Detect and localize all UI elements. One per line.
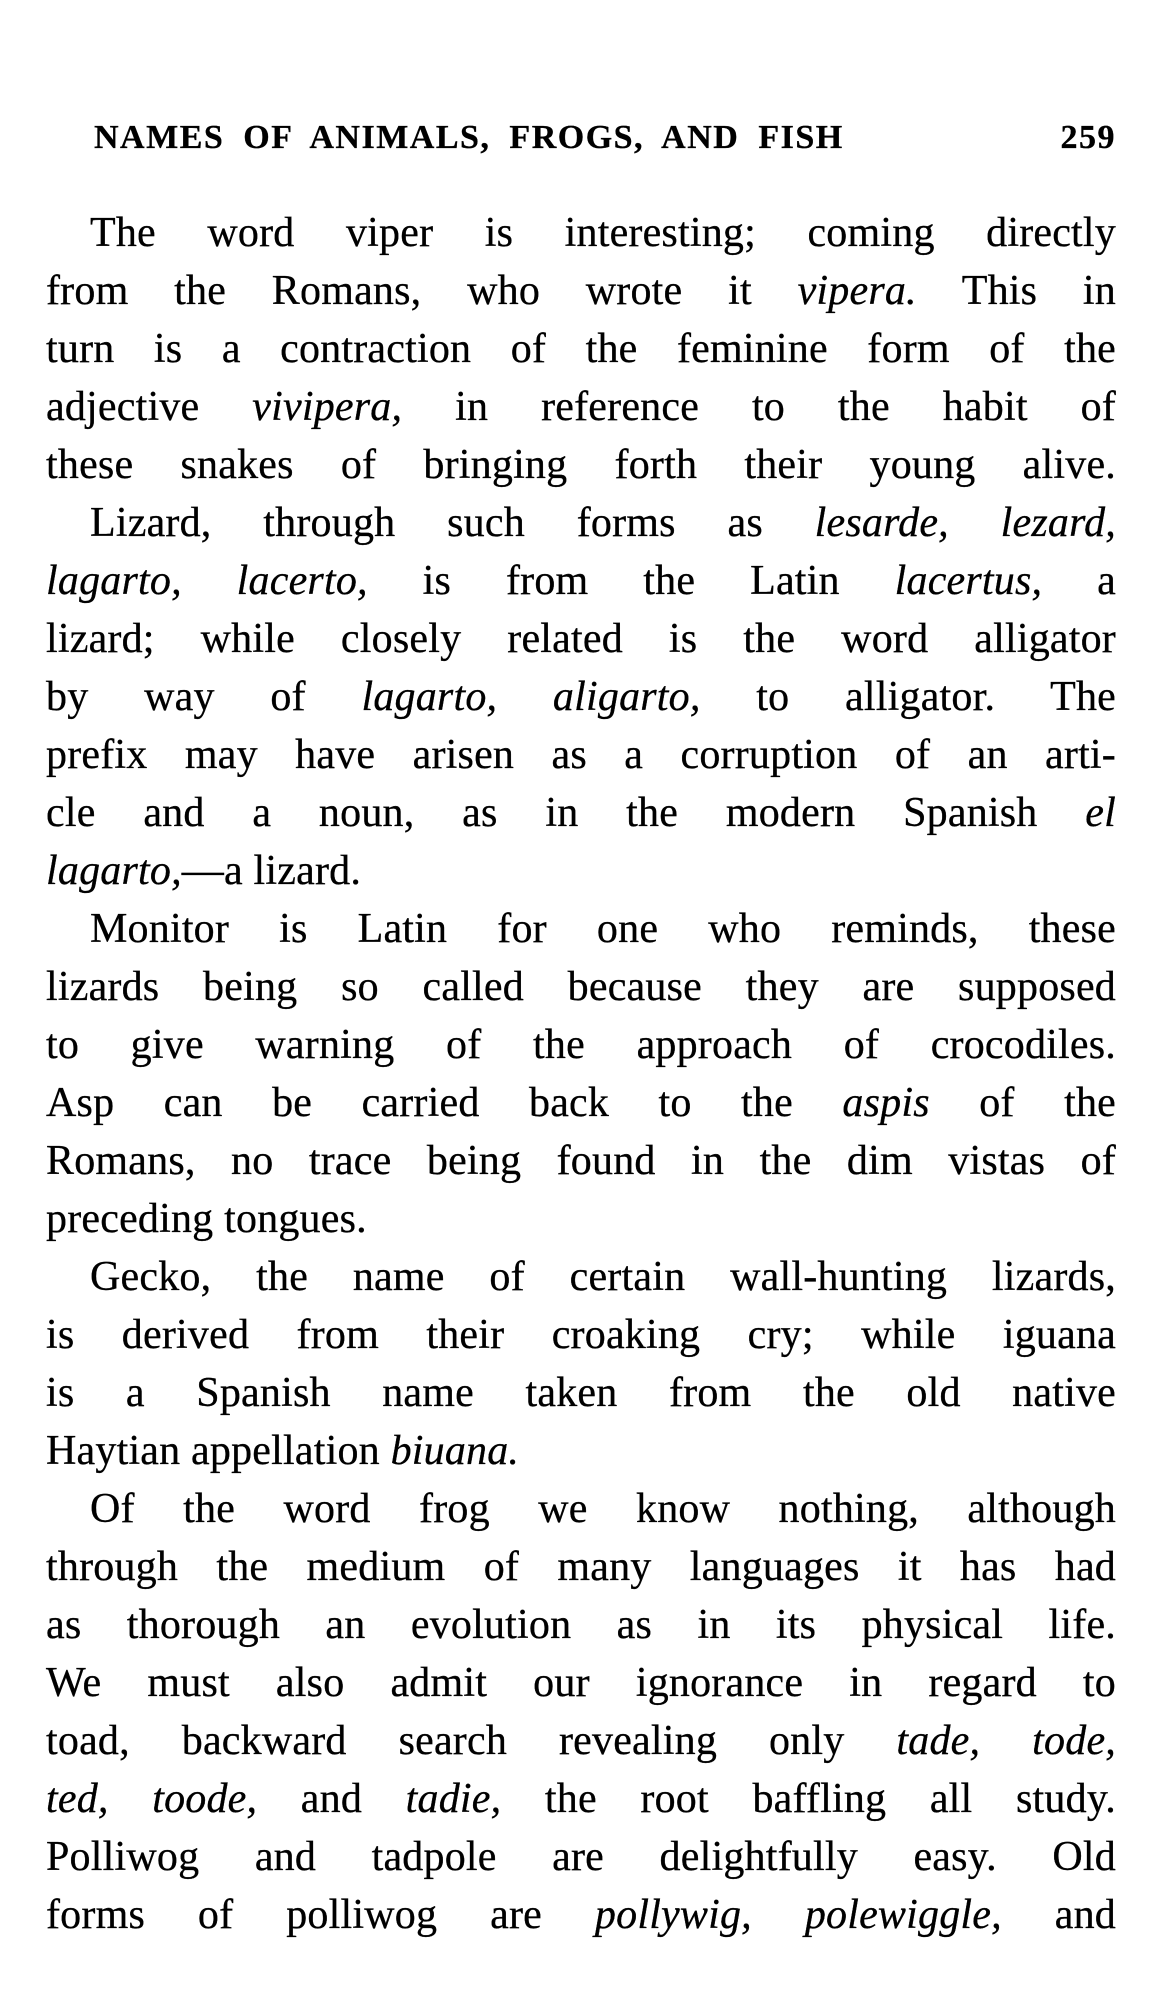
text-run: to alligator. The [700, 674, 1117, 720]
text-line [46, 552, 1116, 610]
text-run: of the [929, 1080, 1116, 1126]
text-run: through the medium of many languages it has had [46, 1544, 1116, 1590]
text-run: by way of [46, 674, 362, 720]
italic-term: lesarde, lezard, [814, 500, 1116, 546]
text-line [46, 1422, 1116, 1480]
italic-term: ted, toode, [46, 1776, 258, 1822]
text-run: a [1042, 558, 1116, 604]
text-line [46, 494, 1116, 552]
text-line [46, 1074, 1116, 1132]
text-run: This in [916, 268, 1116, 314]
text-run: preceding tongues. [46, 1196, 367, 1242]
italic-term: vipera. [797, 268, 917, 314]
text-line [46, 1306, 1116, 1364]
text-line [46, 842, 1116, 900]
italic-term: pollywig, polewiggle, [594, 1892, 1002, 1938]
text-run: and [1001, 1892, 1117, 1938]
text-run: turn is a contraction of the feminine form of the [46, 326, 1116, 372]
paragraph [46, 494, 1116, 900]
text-line [46, 436, 1116, 494]
text-line [46, 378, 1116, 436]
text-run: these snakes of bringing forth their young alive. [46, 442, 1116, 488]
italic-term: el [1085, 790, 1116, 836]
text-line [46, 784, 1116, 842]
running-head-title: NAMES OF ANIMALS, FROGS, AND FISH [94, 119, 844, 156]
text-run: as thorough an evolution as in its physical life. [46, 1602, 1116, 1648]
text-run: from the Romans, who wrote it [46, 268, 798, 314]
text-line [46, 1016, 1116, 1074]
text-line [46, 958, 1116, 1016]
text-run: We must also admit our ignorance in regard to [46, 1660, 1116, 1706]
italic-term: lagarto, lacerto, [46, 558, 368, 604]
text-run: The word viper is interesting; coming directly [90, 210, 1116, 256]
running-header [46, 118, 1116, 158]
italic-term: aspis [842, 1080, 930, 1126]
text-run: is from the Latin [367, 558, 895, 604]
italic-term: lagarto, [46, 848, 182, 894]
text-line [46, 1538, 1116, 1596]
italic-term: tade, tode, [896, 1718, 1116, 1764]
text-run: the root baffling all study. [501, 1776, 1116, 1822]
text-line [46, 204, 1116, 262]
text-run: is derived from their croaking cry; while iguana [46, 1312, 1116, 1358]
text-run: Polliwog and tadpole are delightfully easy. Old [46, 1834, 1116, 1880]
text-run: Gecko, the name of certain wall-hunting lizards, [90, 1254, 1116, 1300]
text-run: Romans, no trace being found in the dim vistas of [46, 1138, 1116, 1184]
text-line [46, 262, 1116, 320]
text-line [46, 1654, 1116, 1712]
text-run: adjective [46, 384, 253, 430]
text-run: lizards being so called because they are supposed [46, 964, 1116, 1010]
italic-term: biuana. [390, 1428, 520, 1474]
paragraph [46, 1480, 1116, 1944]
text-line [46, 1770, 1116, 1828]
italic-term: lagarto, aligarto, [361, 674, 701, 720]
italic-term: lacertus, [894, 558, 1043, 604]
text-line [46, 1132, 1116, 1190]
text-line [46, 1364, 1116, 1422]
paragraph [46, 1248, 1116, 1480]
paragraph [46, 900, 1116, 1248]
text-run: to give warning of the approach of crocodiles. [46, 1022, 1116, 1068]
text-line [46, 1480, 1116, 1538]
text-line [46, 1190, 1116, 1248]
text-line [46, 610, 1116, 668]
text-run: Of the word frog we know nothing, although [90, 1486, 1116, 1532]
text-run: is a Spanish name taken from the old native [46, 1370, 1116, 1416]
text-run: cle and a noun, as in the modern Spanish [46, 790, 1086, 836]
paragraph [46, 204, 1116, 494]
text-run: prefix may have arisen as a corruption of an arti- [46, 732, 1116, 778]
text-run: lizard; while closely related is the word alligator [46, 616, 1116, 662]
text-run: Monitor is Latin for one who reminds, these [90, 906, 1116, 952]
text-line [46, 726, 1116, 784]
text-line [46, 668, 1116, 726]
text-run: Lizard, through such forms as [90, 500, 815, 546]
text-run: in reference to the habit of [402, 384, 1116, 430]
text-line [46, 1712, 1116, 1770]
italic-term: tadie, [405, 1776, 502, 1822]
text-run: and [257, 1776, 406, 1822]
text-run: toad, backward search revealing only [46, 1718, 897, 1764]
text-run: Haytian appellation [46, 1428, 391, 1474]
text-line [46, 900, 1116, 958]
page-number: 259 [1060, 119, 1116, 156]
text-line [46, 1596, 1116, 1654]
text-run: forms of polliwog are [46, 1892, 595, 1938]
text-line [46, 1248, 1116, 1306]
text-line [46, 1886, 1116, 1944]
text-line [46, 320, 1116, 378]
text-run: Asp can be carried back to the [46, 1080, 843, 1126]
text-run: —a lizard. [181, 848, 362, 894]
text-line [46, 1828, 1116, 1886]
page-body [46, 204, 1116, 1944]
italic-term: vivipera, [252, 384, 403, 430]
